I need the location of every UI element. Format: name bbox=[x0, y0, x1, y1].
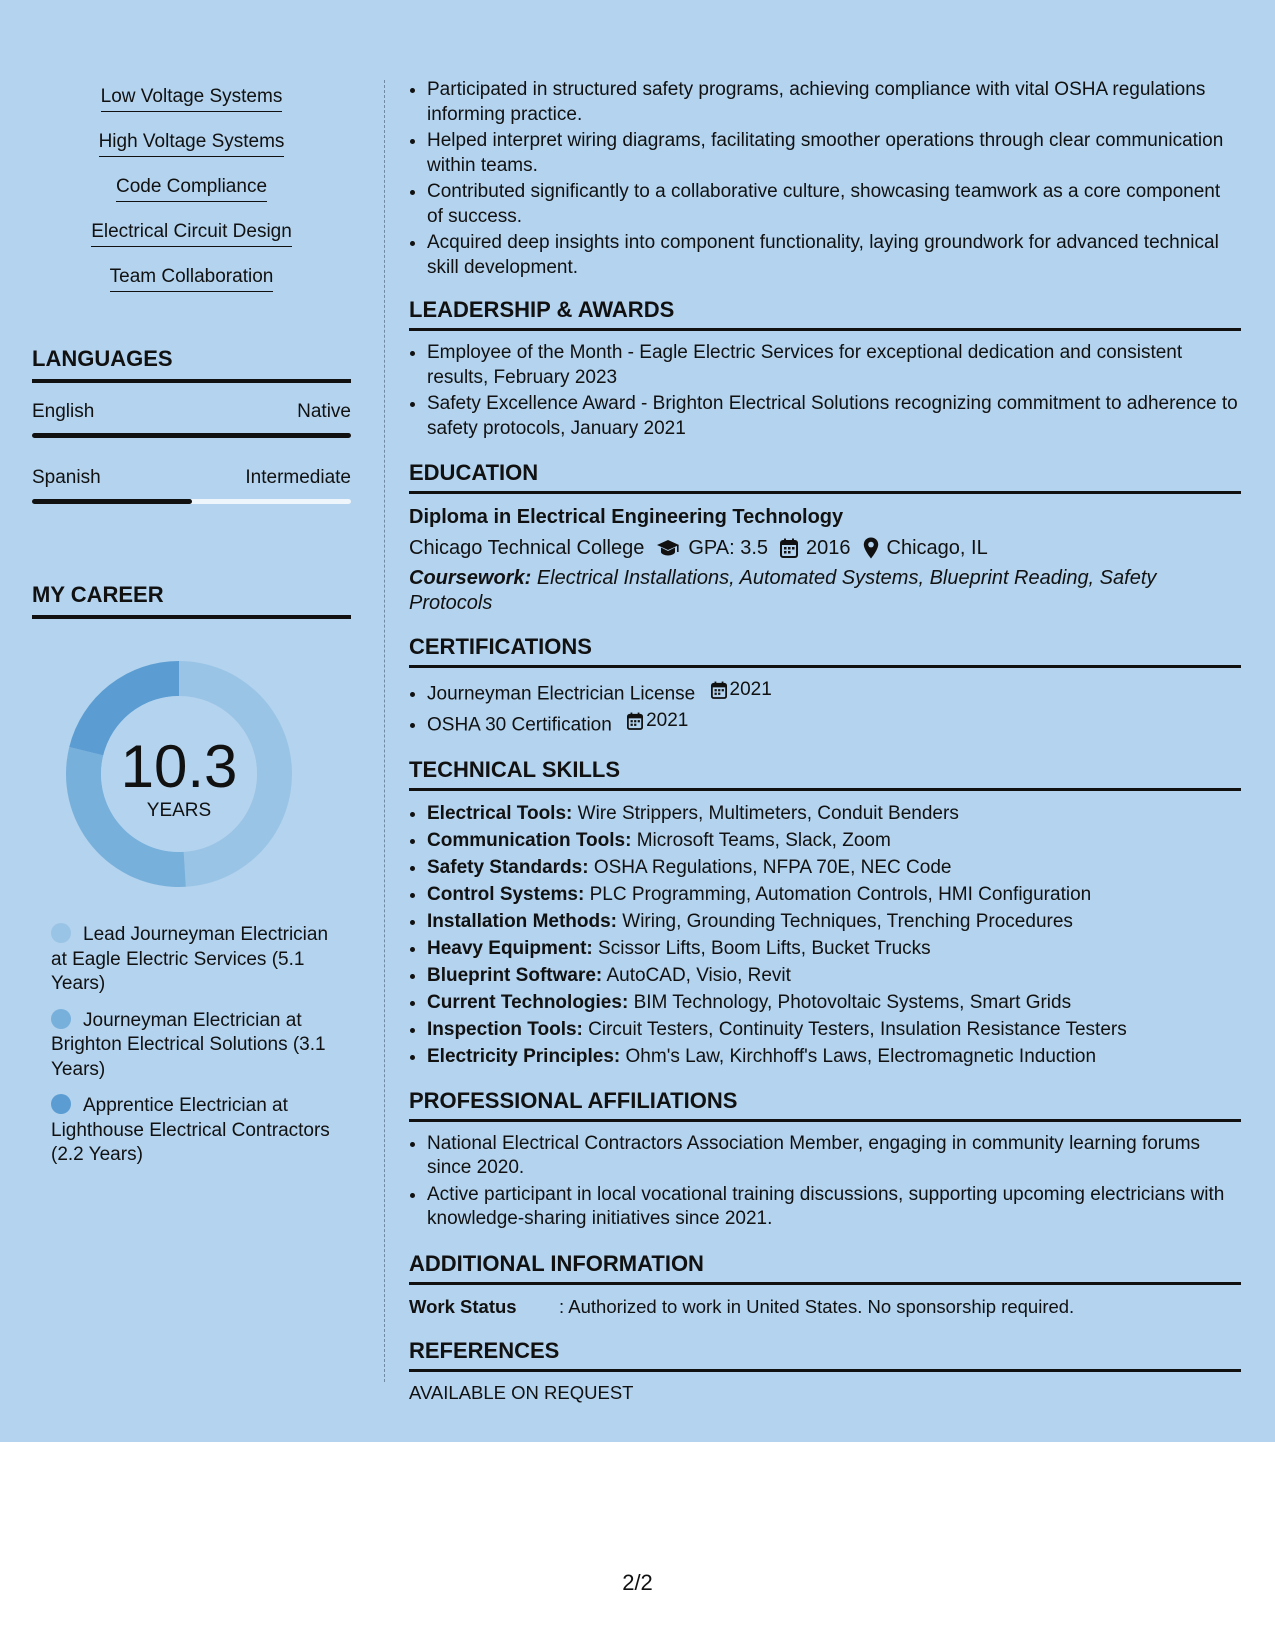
skill-category: Communication Tools: bbox=[427, 829, 632, 851]
experience-bullet: • Contributed significantly to a collaborative culture, showcasing teamwork as a core component of success. bbox=[427, 180, 1241, 229]
column-divider bbox=[384, 80, 385, 1382]
technical-skill-item bbox=[427, 936, 1241, 961]
education-coursework bbox=[409, 566, 1241, 615]
technical-skills-list bbox=[409, 801, 1241, 1069]
language-proficiency-bar bbox=[32, 499, 351, 504]
sidebar bbox=[32, 84, 351, 1180]
language-level: Intermediate bbox=[245, 467, 351, 488]
skill-category: Safety Standards: bbox=[427, 856, 589, 878]
skill-item bbox=[32, 219, 351, 264]
career-heading: MY CAREER bbox=[32, 580, 351, 619]
skill-values: Microsoft Teams, Slack, Zoom bbox=[636, 829, 891, 851]
career-item-text: Journeyman Electrician at Brighton Electrical Solutions (3.1 Years) bbox=[51, 1009, 326, 1080]
education-heading: EDUCATION bbox=[409, 459, 1241, 494]
affiliations-heading: PROFESSIONAL AFFILIATIONS bbox=[409, 1087, 1241, 1122]
education-gpa: GPA: 3.5 bbox=[688, 537, 769, 559]
career-dot-icon bbox=[51, 1094, 71, 1114]
location-pin-icon bbox=[863, 537, 879, 559]
skill-category: Blueprint Software: bbox=[427, 964, 603, 986]
skill-label: Code Compliance bbox=[116, 174, 267, 202]
references-heading: REFERENCES bbox=[409, 1337, 1241, 1372]
skill-values: OSHA Regulations, NFPA 70E, NEC Code bbox=[593, 856, 952, 878]
certification-name: Journeyman Electrician License bbox=[427, 683, 696, 705]
language-proficiency-fill bbox=[32, 499, 192, 504]
skill-label: High Voltage Systems bbox=[99, 129, 285, 157]
skill-category: Heavy Equipment: bbox=[427, 937, 593, 959]
language-level: Native bbox=[297, 401, 351, 422]
experience-bullet: • Participated in structured safety programs, achieving compliance with vital OSHA regulations informing practice. bbox=[427, 78, 1241, 127]
leadership-item: • Employee of the Month - Eagle Electric Services for exceptional dedication and consistent results, February 2023 bbox=[427, 341, 1241, 390]
calendar-icon bbox=[711, 681, 727, 699]
education-year: 2016 bbox=[806, 537, 851, 559]
education-details bbox=[409, 534, 1241, 562]
career-total-unit: YEARS bbox=[146, 800, 212, 821]
certifications-list bbox=[409, 678, 1241, 738]
skill-values: Wire Strippers, Multimeters, Conduit Benders bbox=[577, 802, 959, 824]
graduation-cap-icon bbox=[656, 539, 680, 557]
certification-year: 2021 bbox=[646, 709, 689, 731]
calendar-icon bbox=[780, 538, 798, 558]
certification-item bbox=[427, 709, 1241, 738]
references-section bbox=[409, 1337, 1241, 1404]
career-total-years: 10.3 bbox=[120, 733, 238, 800]
skill-item bbox=[32, 174, 351, 219]
technical-skill-item bbox=[427, 882, 1241, 907]
career-item-text: Apprentice Electrician at Lighthouse Electrical Contractors (2.2 Years) bbox=[51, 1095, 330, 1165]
skill-category: Inspection Tools: bbox=[427, 1018, 583, 1040]
calendar-icon bbox=[627, 712, 643, 730]
skill-category: Electrical Tools: bbox=[427, 802, 573, 824]
leadership-list bbox=[409, 341, 1241, 441]
language-proficiency-bar bbox=[32, 433, 351, 438]
coursework-text: Electrical Installations, Automated Systems, Blueprint Reading, Safety Protocols bbox=[409, 567, 1157, 614]
leadership-item: • Safety Excellence Award - Brighton Electrical Solutions recognizing commitment to adherence to safety protocols, January 2021 bbox=[427, 392, 1241, 441]
certification-name: OSHA 30 Certification bbox=[427, 714, 612, 735]
technical-skills-section bbox=[409, 756, 1241, 1069]
language-english bbox=[32, 399, 351, 438]
skill-values: Wiring, Grounding Techniques, Trenching Procedures bbox=[622, 910, 1073, 932]
certification-year: 2021 bbox=[729, 679, 772, 700]
affiliations-section bbox=[409, 1087, 1241, 1232]
language-name: Spanish bbox=[32, 467, 101, 488]
technical-skill-item bbox=[427, 828, 1241, 853]
work-status-label: Work Status bbox=[409, 1295, 517, 1317]
experience-bullet: • Helped interpret wiring diagrams, facilitating smoother operations through clear communication within teams. bbox=[427, 129, 1241, 178]
work-status-row bbox=[409, 1295, 1241, 1319]
skill-values: Scissor Lifts, Boom Lifts, Bucket Trucks bbox=[598, 937, 931, 959]
technical-skill-item bbox=[427, 990, 1241, 1015]
technical-skill-item bbox=[427, 909, 1241, 934]
skill-category: Installation Methods: bbox=[427, 910, 617, 932]
main-column bbox=[409, 78, 1241, 1404]
technical-skill-item bbox=[427, 1044, 1241, 1069]
education-school: Chicago Technical College bbox=[409, 537, 645, 559]
skill-item bbox=[32, 264, 351, 309]
career-donut-chart bbox=[66, 661, 292, 887]
language-spanish bbox=[32, 465, 351, 504]
skill-category: Electricity Principles: bbox=[427, 1045, 621, 1067]
career-item bbox=[51, 1009, 341, 1083]
leadership-heading: LEADERSHIP & AWARDS bbox=[409, 296, 1241, 331]
skill-category: Control Systems: bbox=[427, 883, 585, 905]
coursework-label: Coursework: bbox=[409, 567, 532, 589]
education-location: Chicago, IL bbox=[886, 537, 988, 559]
certification-item bbox=[427, 678, 1241, 707]
skill-values: PLC Programming, Automation Controls, HMI Configuration bbox=[589, 883, 1092, 905]
career-dot-icon bbox=[51, 923, 71, 943]
career-item bbox=[51, 923, 341, 997]
skill-values: AutoCAD, Visio, Revit bbox=[606, 964, 791, 986]
affiliation-item: • National Electrical Contractors Association Member, engaging in community learning forums since 2020. bbox=[427, 1132, 1241, 1181]
experience-bullet: • Acquired deep insights into component functionality, laying groundwork for advanced technical skill development. bbox=[427, 231, 1241, 280]
career-dot-icon bbox=[51, 1009, 71, 1029]
work-status-value: : Authorized to work in United States. No sponsorship required. bbox=[559, 1295, 1075, 1317]
skill-item bbox=[32, 129, 351, 174]
certification-date bbox=[627, 709, 688, 734]
skill-label: Electrical Circuit Design bbox=[91, 219, 292, 247]
career-list bbox=[32, 923, 341, 1168]
language-proficiency-fill bbox=[32, 433, 351, 438]
skill-category: Current Technologies: bbox=[427, 991, 629, 1013]
technical-skill-item bbox=[427, 801, 1241, 826]
technical-skill-item bbox=[427, 963, 1241, 988]
language-name: English bbox=[32, 401, 95, 422]
leadership-section bbox=[409, 296, 1241, 441]
technical-skill-item bbox=[427, 1017, 1241, 1042]
page-number: 2/2 bbox=[622, 1570, 653, 1595]
skill-label: Low Voltage Systems bbox=[101, 84, 283, 112]
career-item-text: Lead Journeyman Electrician at Eagle Electric Services (5.1 Years) bbox=[51, 924, 329, 994]
certifications-heading: CERTIFICATIONS bbox=[409, 633, 1241, 668]
education-degree: Diploma in Electrical Engineering Technology bbox=[409, 506, 844, 528]
affiliations-list bbox=[409, 1132, 1241, 1232]
skill-values: Ohm's Law, Kirchhoff's Laws, Electromagnetic Induction bbox=[625, 1045, 1097, 1067]
references-text: AVAILABLE ON REQUEST bbox=[409, 1381, 634, 1403]
technical-skill-item bbox=[427, 855, 1241, 880]
skill-item bbox=[32, 84, 351, 129]
languages-heading: LANGUAGES bbox=[32, 344, 351, 383]
additional-info-heading: ADDITIONAL INFORMATION bbox=[409, 1250, 1241, 1285]
additional-info-section bbox=[409, 1250, 1241, 1319]
certification-date bbox=[711, 678, 772, 703]
experience-bullets bbox=[409, 78, 1241, 280]
career-item bbox=[51, 1094, 341, 1168]
skill-values: Circuit Testers, Continuity Testers, Insulation Resistance Testers bbox=[588, 1018, 1127, 1040]
certifications-section bbox=[409, 633, 1241, 738]
affiliation-item: • Active participant in local vocational training discussions, supporting upcoming electricians with knowledge-sharing initiatives since 2021. bbox=[427, 1183, 1241, 1232]
education-section bbox=[409, 459, 1241, 615]
skill-values: BIM Technology, Photovoltaic Systems, Smart Grids bbox=[633, 991, 1072, 1013]
skill-list bbox=[32, 84, 351, 309]
skill-label: Team Collaboration bbox=[110, 264, 274, 292]
career-donut-center bbox=[66, 661, 292, 887]
technical-skills-heading: TECHNICAL SKILLS bbox=[409, 756, 1241, 791]
